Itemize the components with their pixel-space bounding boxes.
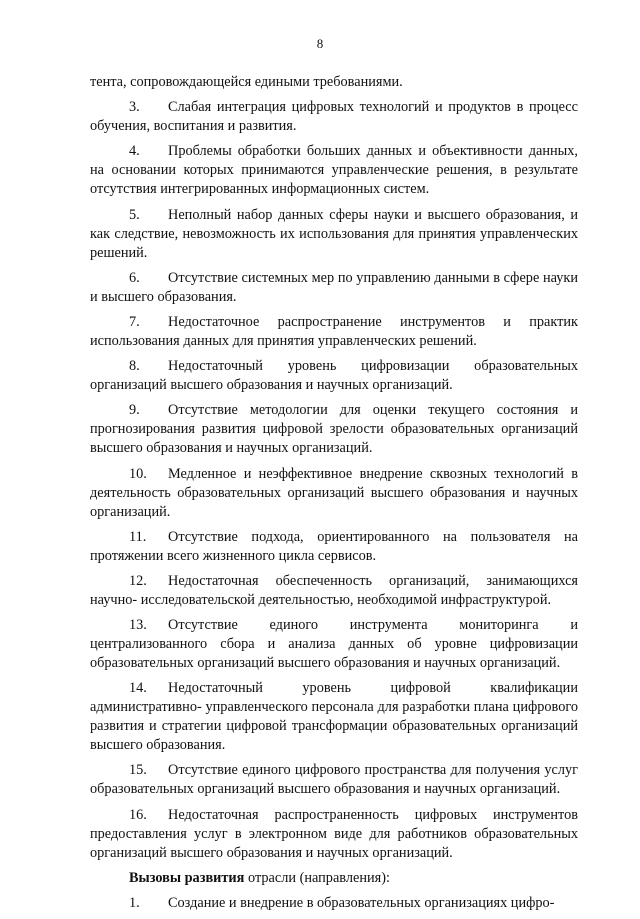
list-item-5 (90, 206, 578, 263)
item-number: 13. (129, 617, 147, 634)
list-item-15 (90, 761, 578, 799)
list-item-14 (90, 679, 578, 755)
item-text: Создание и внедрение в образовательных организациях цифро- (168, 895, 555, 911)
list-item-8 (90, 357, 578, 395)
item-number: 16. (129, 806, 147, 823)
item-number: 8. (129, 358, 140, 375)
item-text: Отсутствие методологии для оценки текущего состояния и прогнозирования развития цифровой зрелости образовательных организаций высшего образования и научных организаций. (90, 402, 578, 457)
challenges-heading (90, 869, 578, 888)
item-text: Недостаточная обеспеченность организаций, занимающихся научно- исследовательской деятельностью, необходимой инфраструктурой. (90, 572, 578, 608)
list-item-11 (90, 528, 578, 566)
item-text: Недостаточное распространение инструментов и практик использования данных для принятия управленческих решений. (90, 313, 578, 349)
item-number: 1. (129, 895, 140, 911)
list-item-3 (90, 98, 578, 136)
item-number: 11. (129, 528, 147, 545)
list-item-4 (90, 142, 578, 199)
list-item-12 (90, 572, 578, 610)
item-number: 4. (129, 143, 140, 160)
item-text: Проблемы обработки больших данных и объективности данных, на основании которых принимаются управленческие решения, в результате отсутствия интегрированных информационных систем. (90, 143, 578, 198)
item-text: Неполный набор данных сферы науки и высшего образования, и как следствие, невозможность их использования для принятия управленческих решений. (90, 206, 578, 261)
body-text (90, 73, 578, 919)
item-text: Медленное и неэффективное внедрение сквозных технологий в деятельность образовательных организаций высшего образования и научных организаций. (90, 465, 578, 520)
intro-paragraph: тента, сопровождающейся едиными требованиями. (90, 74, 403, 90)
challenges-heading-rest: отрасли (направления): (244, 869, 390, 886)
item-text: Отсутствие единого цифрового пространства для получения услуг образовательных организаций высшего образования и научных организаций. (90, 762, 578, 798)
item-text: Недостаточный уровень цифровизации образовательных организаций высшего образования и научных организаций. (90, 358, 578, 394)
item-text: Слабая интеграция цифровых технологий и продуктов в процесс обучения, воспитания и развития. (90, 99, 578, 135)
item-number: 3. (129, 99, 140, 116)
list-item-10 (90, 465, 578, 522)
item-number: 7. (129, 313, 140, 330)
item-text: Отсутствие подхода, ориентированного на пользователя на протяжении всего жизненного цикла сервисов. (90, 528, 578, 564)
item-number: 9. (129, 402, 140, 419)
item-text: Недостаточная распространенность цифровых инструментов предоставления услуг в электронном виде для работников образовательных организаций высшего образования и научных организаций. (90, 806, 578, 861)
item-number: 6. (129, 269, 140, 286)
list-item-13 (90, 616, 578, 673)
page-number: 8 (316, 36, 324, 51)
item-text: Отсутствие единого инструмента мониторинга и централизованного сбора и анализа данных об уровне цифровизации образовательных организаций высшего образования и научных организаций. (90, 617, 578, 672)
challenges-heading-bold: Вызовы развития (129, 869, 245, 886)
list-item-7 (90, 313, 578, 351)
list-item-16 (90, 806, 578, 863)
item-number: 14. (129, 680, 147, 697)
list-item-9 (90, 401, 578, 458)
item-text: Недостаточный уровень цифровой квалификации административно- управленческого персонала для разработки плана цифрового развития и стратегии цифровой трансформации образовательных организаций высшего образования. (90, 680, 578, 754)
challenge-item-1 (90, 894, 578, 913)
item-number: 5. (129, 206, 140, 223)
item-number: 15. (129, 762, 147, 779)
item-number: 12. (129, 572, 147, 589)
list-item-6 (90, 269, 578, 307)
item-text: Отсутствие системных мер по управлению данными в сфере науки и высшего образования. (90, 269, 578, 305)
item-number: 10. (129, 465, 147, 482)
